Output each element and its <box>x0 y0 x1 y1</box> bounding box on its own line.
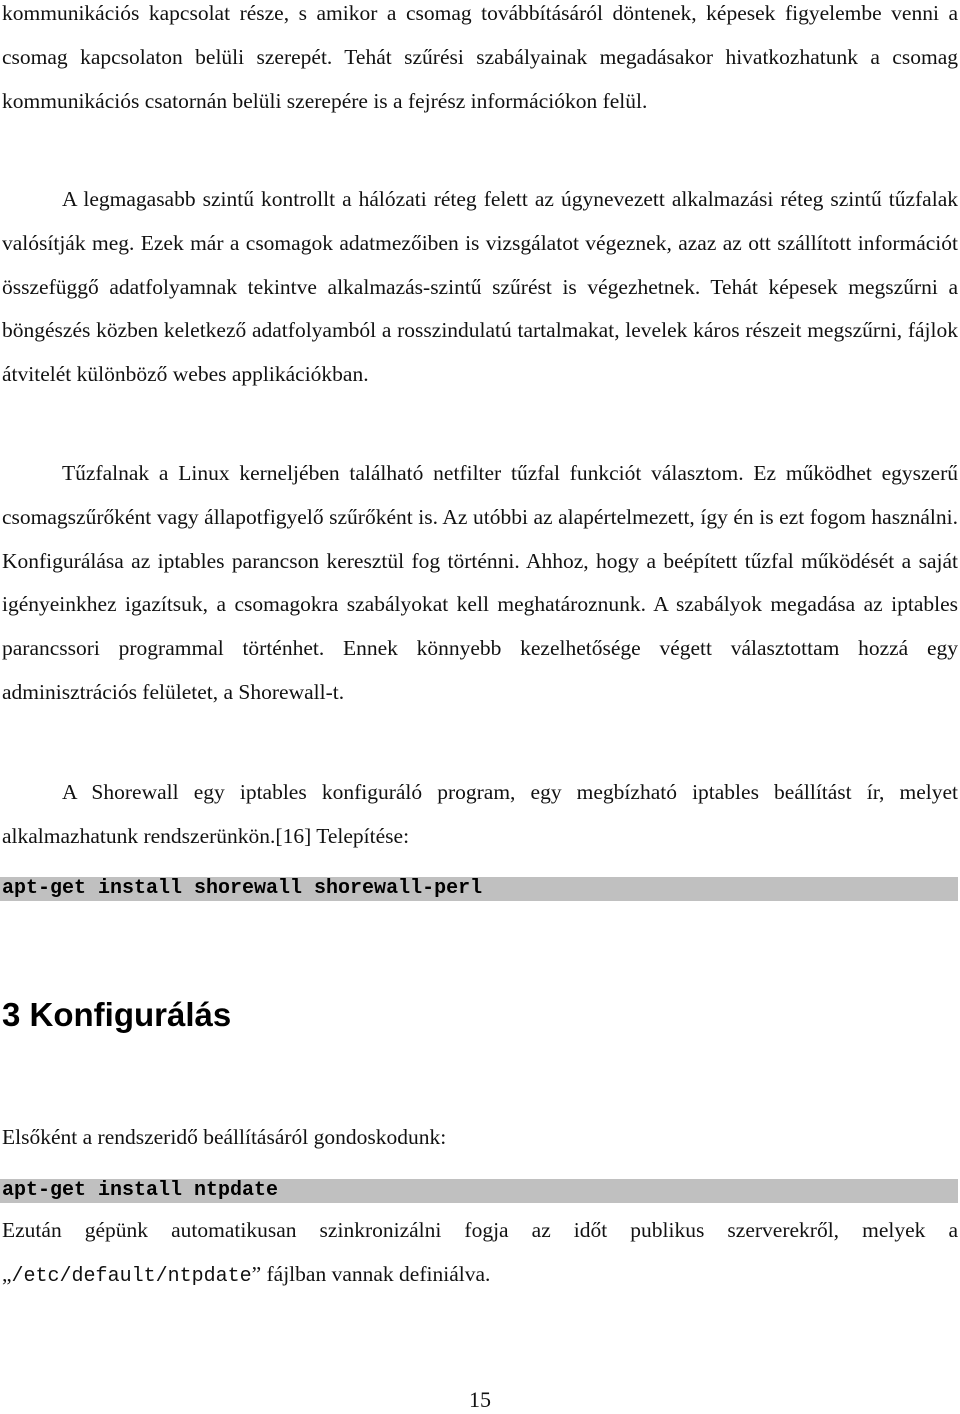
section-heading: 3 Konfigurálás <box>2 996 232 1033</box>
paragraph-shorewall: A Shorewall egy iptables konfiguráló program, egy megbízható iptables beállítást ír, melyet alkalmazhatunk rendszerünkön.[16] Telepítése: <box>2 780 958 848</box>
paragraph-application-layer: A legmagasabb szintű kontrollt a hálózati réteg felett az úgynevezett alkalmazási réteg szintű tűzfalak valósítják meg. Ezek már a csomagok adatmezőiben is vizsgálatot végeznek, azaz az ott szállított információt összefüggő adatfolyamnak tekintve alkalmazás-szintű szűrést is végezhetnek. Tehát képesek megszűrni a böngészés közben keletkező adatfolyamból a rosszindulatú tartalmakat, levelek káros részeit megszűrni, fájlok átvitelét különböző webes applikációkban. <box>2 187 958 387</box>
paragraph-ntpdate <box>2 1209 958 1299</box>
ntp-text-after: ” fájlban vannak definiálva. <box>251 1261 491 1286</box>
ntp-text-before: Ezután gépünk automatikusan szinkronizálni fogja az időt publikus szerverekről, melyek a „ <box>2 1218 958 1286</box>
paragraph-netfilter: Tűzfalnak a Linux kerneljében található netfilter tűzfal funkciót választom. Ez működhet egyszerű csomagszűrőként vagy állapotfigyelő szűrőként is. Az utóbbi az alapértelmezett, így én is ezt fogom használni. Konfigurálása az iptables parancson keresztül fog történni. Ahhoz, hogy a beépített tűzfal működését a saját igényeinkhez igazítsuk, a csomagokra szabályokat kell meghatároznunk. A szabályok megadása az iptables parancssori programmal történhet. Ennek könnyebb kezelhetősége végett választottam hozzá egy adminisztrációs felületet, a Shorewall-t. <box>2 461 958 704</box>
ntp-config-path: /etc/default/ntpdate <box>11 1264 252 1288</box>
paragraph-config-intro: Elsőként a rendszeridő beállításáról gondoskodunk: <box>2 1125 447 1149</box>
page-number: 15 <box>469 1387 491 1412</box>
code-install-ntpdate: apt-get install ntpdate <box>0 1179 958 1203</box>
paragraph-stateful-filter: kommunikációs kapcsolat része, s amikor a csomag továbbításáról döntenek, képesek figyelembe venni a csomag kapcsolaton belüli szerepét. Tehát szűrési szabályainak megadásakor hivatkozhatunk a csomag kommunikációs csatornán belüli szerepére is a fejrész információkon felül. <box>2 1 958 113</box>
code-install-shorewall: apt-get install shorewall shorewall-perl <box>0 877 958 901</box>
